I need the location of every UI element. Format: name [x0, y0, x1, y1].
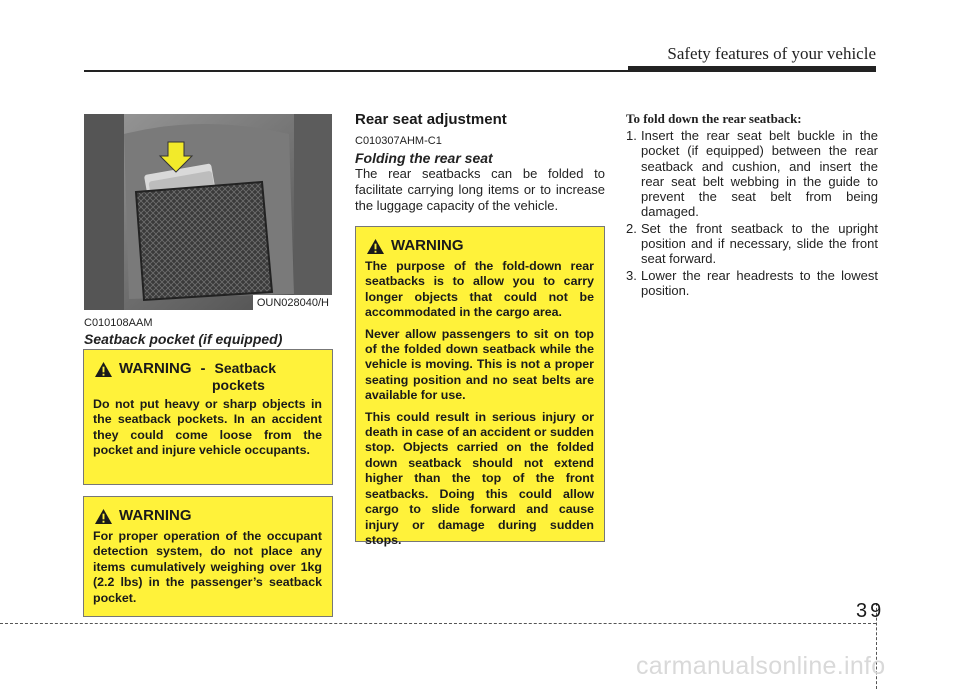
step-number: 3.	[626, 267, 637, 283]
warning-paragraph: Never allow passengers to sit on top of the folded down seatback while the vehicle is moving. This is not a proper seating position and no seat belts are available for use.	[365, 326, 594, 403]
page-number: 39	[856, 600, 885, 622]
warning-text: For proper operation of the occupant detection system, do not place any items cumulatively weighing over 1kg (2.2 lbs) in the passenger’s seatback pocket.	[93, 529, 322, 605]
section-heading: Rear seat adjustment	[355, 111, 507, 128]
watermark-text: carmanualsonline.info	[636, 652, 886, 680]
warning-header	[366, 237, 594, 255]
step-text: Set the front seatback to the upright position and if necessary, slide the front seat forward.	[641, 220, 878, 267]
header-rule-accent	[628, 66, 876, 72]
header-title: Safety features of your vehicle	[667, 44, 876, 63]
left-section-code: C010108AAM	[84, 317, 153, 329]
step-number: 1.	[626, 128, 637, 143]
step-number: 2.	[626, 220, 637, 236]
warning-paragraph: The purpose of the fold-down rear seatbacks is to allow you to carry longer objects that could not be accommodated in the cargo area.	[365, 259, 594, 320]
warning-box-occupant-detection	[83, 496, 333, 617]
left-subhead: Seatback pocket (if equipped)	[84, 331, 283, 347]
list-item	[626, 221, 878, 267]
warning-header	[94, 507, 322, 525]
warning-title: WARNING	[119, 507, 192, 524]
warning-title: WARNING	[119, 360, 192, 377]
warning-triangle-icon	[94, 361, 113, 378]
warning-triangle-icon	[366, 238, 385, 255]
middle-section-code: C010307AHM-C1	[355, 135, 442, 147]
warning-title: WARNING	[391, 237, 464, 254]
step-text: Lower the rear headrests to the lowest position.	[641, 267, 878, 298]
list-item	[626, 268, 878, 299]
warning-title-suffix-line2: pockets	[212, 377, 265, 393]
warning-title-suffix: Seatback	[214, 360, 276, 376]
warning-title-dash: -	[200, 360, 206, 377]
seatback-pocket-photo	[84, 114, 332, 310]
step-text: Insert the rear seat belt buckle in the pocket (if equipped) between the rear seatback and cushion, and insert the rear seat belt webbing in the guide to prevent the seat belt from being damaged.	[641, 128, 878, 220]
photo-code: OUN028040/H	[253, 295, 332, 310]
warning-triangle-icon	[94, 508, 113, 525]
steps-heading: To fold down the rear seatback:	[626, 111, 802, 126]
steps-list	[626, 128, 878, 299]
warning-header	[94, 360, 322, 378]
warning-text: Do not put heavy or sharp objects in the seatback pockets. In an accident they could come loose from the pocket and injure vehicle occupants.	[93, 397, 322, 458]
footer-rule	[0, 623, 876, 624]
list-item	[626, 128, 878, 220]
warning-paragraph: This could result in serious injury or death in case of an accident or sudden stop. Objects carried on the folded down seatback should not extend higher than the top of the front seatbacks. Doing this could allow cargo to slide forward and cause injury or damage during sudden stops.	[365, 409, 594, 547]
middle-subhead: Folding the rear seat	[355, 150, 493, 166]
warning-box-fold-down	[355, 226, 605, 547]
middle-body-text: The rear seatbacks can be folded to facilitate carrying long items or to increase the luggage capacity of the vehicle.	[355, 166, 605, 213]
warning-box-seatback-pockets	[83, 349, 333, 485]
